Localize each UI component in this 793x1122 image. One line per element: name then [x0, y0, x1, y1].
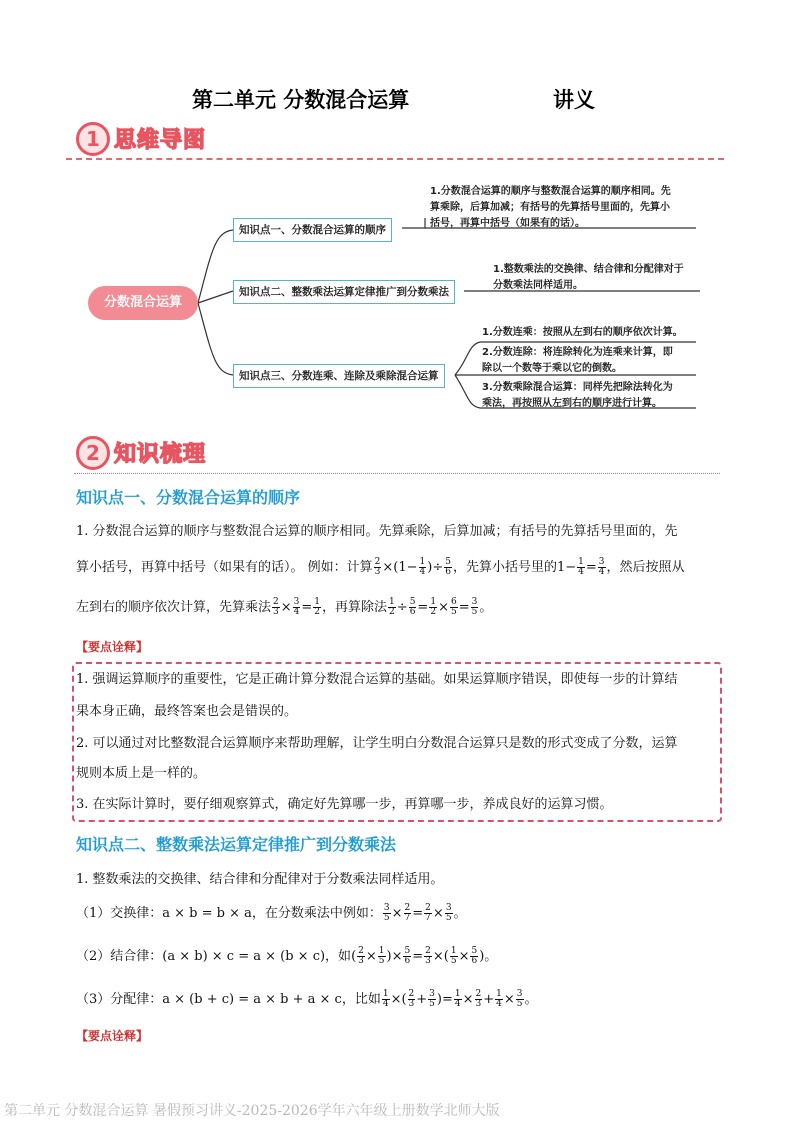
kp1-key-line: 果本身正确，最终答案也会是错误的。 [76, 704, 298, 719]
page-footer: 第二单元 分数混合运算 暑假预习讲义-2025-2026学年六年级上册数学北师大版 [4, 1103, 500, 1119]
mindmap-note-1: 1.分数混合运算的顺序与整数混合运算的顺序相同。先 算乘除，后算加减；有括号的先算括号里面的，先算小 括号，再算中括号（如果有的话）。 [430, 186, 671, 229]
kp1-key-line: 2. 可以通过对比整数混合运算顺序来帮助理解，让学生明白分数混合运算只是数的形式变成了分数，运算 [76, 736, 678, 751]
kp2-heading: 知识点二、整数乘法运算定律推广到分数乘法 [76, 835, 397, 854]
section-number-badge: 2 [76, 436, 110, 470]
kp1-key-heading: 【要点诠释】 [76, 640, 149, 654]
kp1-key-line: 3. 在实际计算时，要仔细观察算式，确定好先算哪一步，再算哪一步，养成良好的运算习惯。 [76, 797, 613, 812]
title-main: 第二单元 分数混合运算 [192, 88, 410, 112]
mindmap-note-3b: 2.分数连除：将连除转化为连乘来计算，即 除以一个数等于乘以它的倒数。 [482, 347, 673, 374]
kp2-law-commutative: （1）交换律：a × b = b × a，在分数乘法中例如： $\frac{3}{5}$ × $\frac{2}{7}$ = $\frac{2}{7}$ × $\frac{3}{5}$ 。 [76, 903, 467, 923]
mindmap-branch-2: 知识点二、整数乘法运算定律推广到分数乘法 [233, 280, 455, 304]
kp2-law-associative: （2）结合律：(a × b) × c = a × (b × c)，如( $\frac{2}{3}$ × $\frac{1}{5}$ )× $\frac{5}{6}$ = $\frac{2}{3}$ ×( $\frac{1}{5}$ × $\frac{5}{6}$ )。 [76, 946, 498, 966]
mindmap-branch-1: 知识点一、分数混合运算的顺序 [233, 218, 392, 242]
kp1-key-line: 规则本质上是一样的。 [76, 766, 207, 781]
section-number-badge: 1 [76, 122, 110, 156]
kp2-line1: 1. 整数乘法的交换律、结合律和分配律对于分数乘法同样适用。 [76, 872, 444, 887]
mindmap-note-3c: 3.分数乘除混合运算：同样先把除法转化为 乘法，再按照从左到右的顺序进行计算。 [482, 382, 673, 409]
kp1-line3: 左到右的顺序依次计算，先算乘法 $\frac{2}{3}$ × $\frac{3}{4}$ = $\frac{1}{2}$ ，再算除法 $\frac{1}{2}$ ÷ $\frac{5}{6}$ = $\frac{1}{2}$ × $\frac{6}{5}$ = $\frac{3}{5}$ 。 [76, 597, 493, 617]
kp1-line2: 算小括号，再算中括号（如果有的话）。 例如：计算 $\frac{2}{3}$ ×(1− $\frac{1}{4}$ )÷ $\frac{5}{6}$ ，先算小括号里的1− $\frac{1}{4}$ = $\frac{3}{4}$ ，然后按照从 [76, 557, 685, 577]
kp2-law-distributive: （3）分配律：a × (b + c) = a × b + a × c，比如 $\frac{1}{4}$ ×( $\frac{2}{3}$ + $\frac{3}{5}$ )= $\frac{1}{4}$ × $\frac{2}{3}$ + $\frac{1}{4}$ × $\frac{3}{5}$ 。 [76, 989, 538, 1009]
mindmap-note-2: 1.整数乘法的交换律、结合律和分配律对于 分数乘法同样适用。 [493, 264, 684, 291]
mindmap-branch-3: 知识点三、分数连乘、连除及乘除混合运算 [233, 364, 445, 388]
kp1-line1: 1. 分数混合运算的顺序与整数混合运算的顺序相同。先算乘除，后算加减；有括号的先算括号里面的，先 [76, 524, 678, 539]
mindmap-root: 分数混合运算 [88, 286, 198, 320]
mindmap-note-3a: 1.分数连乘：按照从左到右的顺序依次计算。 [482, 327, 683, 338]
kp1-key-line: 1. 强调运算顺序的重要性，它是正确计算分数混合运算的基础。如果运算顺序错误，即使每一步的计算结 [76, 672, 678, 687]
section-divider [66, 158, 724, 160]
kp2-key-heading: 【要点诠释】 [76, 1029, 149, 1043]
section-divider [74, 473, 720, 474]
kp1-heading: 知识点一、分数混合运算的顺序 [76, 488, 301, 507]
section-label: 思维导图 [114, 128, 207, 153]
title-suffix: 讲义 [553, 88, 595, 112]
section-label: 知识梳理 [114, 442, 207, 467]
